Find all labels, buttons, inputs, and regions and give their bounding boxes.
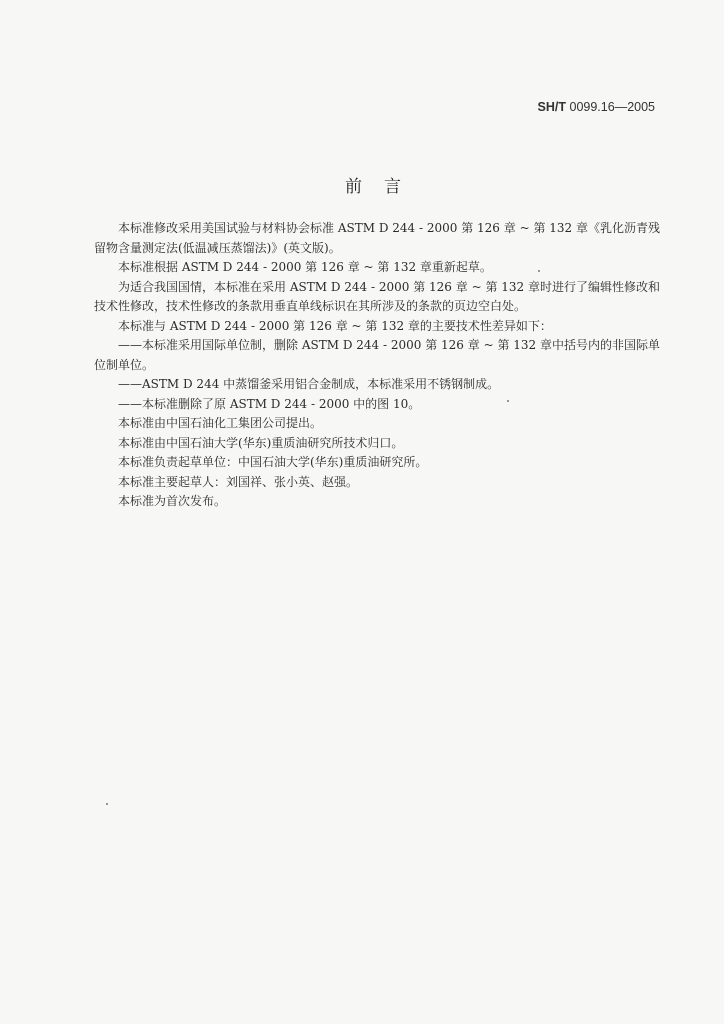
paragraph-adoption: 本标准修改采用美国试验与材料协会标准 ASTM D 244 - 2000 第 126 章 ~ 第 132 章《乳化沥青残留物含量测定法(低温减压蒸馏法)》(英文版)。 [94, 221, 660, 255]
page-title: 前言 [345, 177, 423, 197]
paragraph-drafters: 本标准主要起草人：刘国祥、张小英、赵强。 [118, 474, 359, 489]
paragraph-difference-units: ——本标准采用国际单位制，删除 ASTM D 244 - 2000 第 126 章 ~ 第 132 章中括号内的非国际单位制单位。 [94, 338, 660, 372]
scan-speck [507, 400, 509, 402]
standard-code-prefix: SH/T [537, 100, 567, 114]
paragraph-technical-authority: 本标准由中国石油大学(华东)重质油研究所技术归口。 [118, 435, 404, 450]
paragraph-proposer: 本标准由中国石油化工集团公司提出。 [118, 416, 323, 430]
standard-number [538, 100, 655, 114]
standard-code-rest: 0099.16—2005 [566, 100, 655, 114]
paragraph-differences-intro: 本标准与 ASTM D 244 - 2000 第 126 章 ~ 第 132 章的主要技术性差异如下： [118, 318, 552, 333]
paragraph-difference-figure: ——本标准删除了原 ASTM D 244 - 2000 中的图 10。 [118, 396, 421, 411]
paragraph-modifications: 为适合我国国情，本标准在采用 ASTM D 244 - 2000 第 126 章 ~ 第 132 章时进行了编辑性修改和技术性修改，技术性修改的条款用垂直单线标识在其所涉及的条款的页边空白处。 [94, 279, 660, 313]
paragraph-first-release: 本标准为首次发布。 [118, 494, 227, 508]
paragraph-drafting-unit: 本标准负责起草单位：中国石油大学(华东)重质油研究所。 [118, 455, 428, 469]
document-body [94, 219, 660, 512]
paragraph-difference-material: ——ASTM D 244 中蒸馏釜采用铝合金制成，本标准采用不锈钢制成。 [118, 377, 500, 391]
scan-speck [106, 803, 108, 805]
paragraph-drafting-basis: 本标准根据 ASTM D 244 - 2000 第 126 章 ~ 第 132 章重新起草。 [118, 260, 492, 274]
scan-speck [538, 270, 540, 272]
